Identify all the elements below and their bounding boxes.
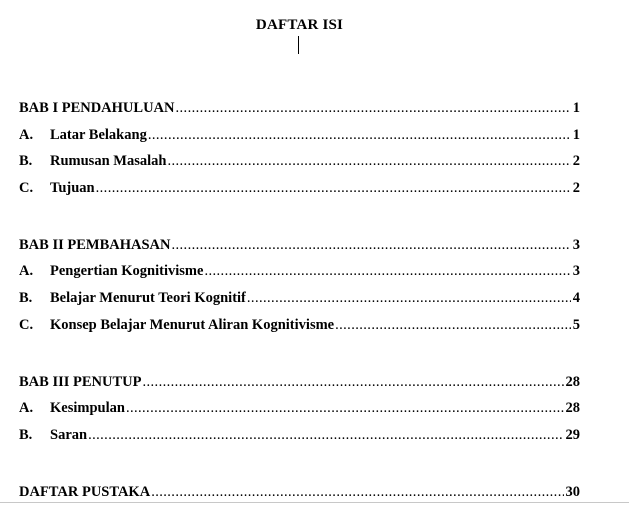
toc-entry-bab-2[interactable] [19, 236, 580, 254]
dot-leader [148, 126, 571, 144]
toc-entry-label: Pengertian Kognitivisme [50, 263, 204, 279]
toc-entry-marker: B. [19, 427, 33, 443]
toc-entry-belajar-teori-kognitif[interactable] [19, 289, 580, 307]
dot-leader [142, 373, 563, 391]
dot-leader [335, 316, 571, 334]
toc-entry-label: DAFTAR PUSTAKA [19, 484, 151, 500]
dot-leader [204, 262, 570, 280]
toc-page-number: 2 [572, 153, 580, 169]
toc-entry-label: BAB II PEMBAHASAN [19, 237, 171, 253]
dot-leader [171, 236, 570, 254]
toc-entry-marker: A. [19, 263, 34, 279]
toc-page-number: 4 [572, 290, 580, 306]
toc-entry-marker: C. [19, 180, 34, 196]
toc-page-number: 29 [565, 427, 580, 443]
toc-entry-marker: A. [19, 400, 34, 416]
toc-entry-marker: B. [19, 290, 33, 306]
dot-leader [176, 99, 571, 117]
toc-entry-kesimpulan[interactable] [19, 399, 580, 417]
toc-page-number: 28 [565, 374, 580, 390]
toc-entry-pengertian-kognitivisme[interactable] [19, 262, 580, 280]
dot-leader [96, 179, 571, 197]
toc-page-number: 5 [572, 317, 580, 333]
dot-leader [126, 399, 564, 417]
toc-entry-label: Rumusan Masalah [50, 153, 167, 169]
page-title: DAFTAR ISI [255, 17, 344, 33]
toc-entry-label: BAB III PENUTUP [19, 374, 142, 390]
toc-entry-label: Tujuan [50, 180, 95, 196]
dot-leader [167, 152, 570, 170]
dot-leader [247, 289, 571, 307]
dot-leader [88, 426, 563, 444]
toc-entry-bab-3[interactable] [19, 373, 580, 391]
toc-page-number: 1 [572, 127, 580, 143]
page-bottom-divider [0, 502, 629, 503]
dot-leader [151, 483, 563, 501]
toc-entry-rumusan-masalah[interactable] [19, 152, 580, 170]
toc-page-number: 3 [572, 237, 580, 253]
toc-entry-marker: C. [19, 317, 34, 333]
toc-entry-label: Konsep Belajar Menurut Aliran Kognitivisme [50, 317, 335, 333]
toc-entry-latar-belakang[interactable] [19, 126, 580, 144]
toc-page-number: 2 [572, 180, 580, 196]
toc-entry-tujuan[interactable] [19, 179, 580, 197]
toc-entry-bab-1[interactable] [19, 99, 580, 117]
toc-entry-daftar-pustaka[interactable] [19, 483, 580, 501]
toc-entry-konsep-belajar[interactable] [19, 316, 580, 334]
toc-page-number: 1 [572, 100, 580, 116]
toc-page-number: 3 [572, 263, 580, 279]
toc-page-number: 30 [565, 484, 580, 500]
toc-entry-saran[interactable] [19, 426, 580, 444]
toc-entry-label: Saran [50, 427, 88, 443]
toc-page-number: 28 [565, 400, 580, 416]
toc-entry-marker: A. [19, 127, 34, 143]
toc-entry-label: BAB I PENDAHULUAN [19, 100, 175, 116]
toc-entry-label: Latar Belakang [50, 127, 147, 143]
toc-entry-label: Belajar Menurut Teori Kognitif [50, 290, 246, 306]
text-cursor [298, 36, 299, 54]
toc-entry-marker: B. [19, 153, 33, 169]
toc-entry-label: Kesimpulan [50, 400, 125, 416]
